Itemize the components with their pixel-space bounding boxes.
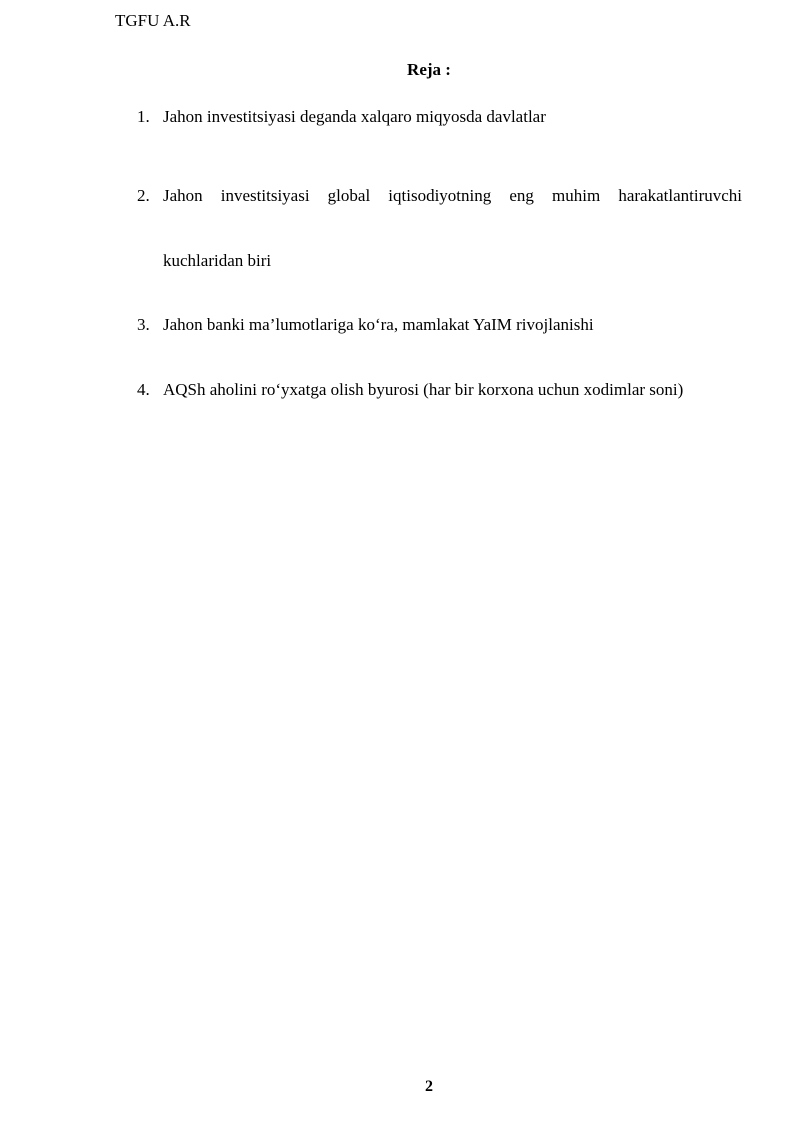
list-item-text: Jahon investitsiyasi deganda xalqaro miqyosda davlatlar [163,107,546,126]
list-item-number: 4. [137,380,150,399]
plan-title: Reja : [407,60,451,79]
list-item-text: AQSh aholini ro‘yxatga olish byurosi (har bir korxona uchun xodimlar soni) [163,380,684,399]
list-item-text: Jahon banki ma’lumotlariga ko‘ra, mamlakat YaIM rivojlanishi [163,315,594,334]
list-item-number: 3. [137,315,150,334]
list-item-text: Jahon investitsiyasi global iqtisodiyotning eng muhim harakatlantiruvchi kuchlaridan biri [163,186,742,270]
list-item-number: 2. [137,186,150,205]
list-item-number: 1. [137,107,150,126]
list-item [137,292,742,357]
page-header: TGFU A.R [115,11,191,30]
list-item [137,357,742,422]
list-item [137,163,742,293]
list-item [137,84,742,149]
page-number: 2 [425,1078,433,1095]
